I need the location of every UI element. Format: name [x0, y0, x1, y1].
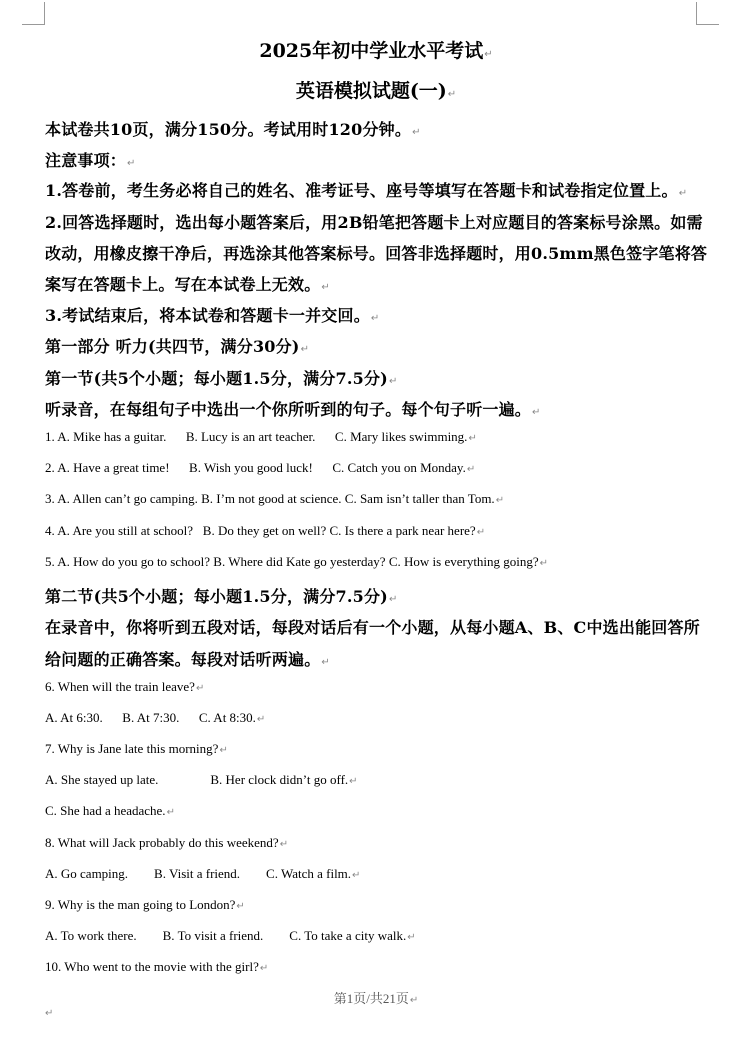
question-8-options: A. Go camping. B. Visit a friend. C. Watch a film. ↵ [45, 866, 360, 882]
question-9: 9. Why is the man going to London? ↵ [45, 897, 245, 913]
section1-heading: 第一节(共5个小题；每小题1.5分，满分7.5分) ↵ [45, 366, 398, 389]
question-8: 8. What will Jack probably do this weekend? ↵ [45, 835, 288, 851]
section2-instruction-line-2: 给问题的正确答案。每段对话听两遍。 ↵ [45, 647, 330, 670]
question-7-options-ab: A. She stayed up late. B. Her clock didn’t go off. ↵ [45, 772, 358, 788]
exam-subtitle: 英语模拟试题(一) ↵ [0, 76, 752, 103]
note-item-3: 3.考试结束后，将本试卷和答题卡一并交回。 ↵ [45, 303, 380, 326]
question-7-option-c: C. She had a headache. ↵ [45, 803, 175, 819]
question-9-options: A. To work there. B. To visit a friend. C. To take a city walk. ↵ [45, 928, 416, 944]
question-6-options: A. At 6:30. B. At 7:30. C. At 8:30. ↵ [45, 710, 265, 726]
section2-heading: 第二节(共5个小题；每小题1.5分，满分7.5分) ↵ [45, 584, 398, 607]
question-6: 6. When will the train leave? ↵ [45, 679, 204, 695]
section2-instruction-line-1: 在录音中，你将听到五段对话，每段对话后有一个小题，从每小题A、B、C中选出能回答所 [45, 618, 700, 637]
exam-intro: 本试卷共10页，满分150分。考试用时120分钟。 ↵ [45, 117, 421, 140]
section1-instruction: 听录音，在每组句子中选出一个你所听到的句子。每个句子听一遍。 ↵ [45, 397, 541, 420]
question-5: 5. A. How do you go to school? B. Where did Kate go yesterday? C. How is everything going? ↵ [45, 554, 548, 570]
question-1: 1. A. Mike has a guitar. B. Lucy is an art teacher. C. Mary likes swimming. ↵ [45, 429, 477, 445]
note-item-2-line-1: 2.回答选择题时，选出每小题答案后，用2B铅笔把答题卡上对应题目的答案标号涂黑。如需 [45, 213, 703, 232]
page-footer: 第1页/共21页 ↵ [0, 988, 752, 1007]
question-3: 3. A. Allen can’t go camping. B. I’m not good at science. C. Sam isn’t taller than Tom. ↵ [45, 491, 504, 507]
question-10: 10. Who went to the movie with the girl? ↵ [45, 959, 268, 975]
paragraph-mark [44, 1004, 53, 1020]
note-item-2-line-3: 案写在答题卡上。写在本试卷上无效。 ↵ [45, 272, 330, 295]
note-item-2-line-2: 改动，用橡皮擦干净后，再选涂其他答案标号。回答非选择题时，用0.5mm黑色签字笔将答 [45, 244, 708, 263]
notes-heading: 注意事项： ↵ [45, 148, 136, 171]
note-item-1: 1.答卷前，考生务必将自己的姓名、准考证号、座号等填写在答题卡和试卷指定位置上。 ↵ [45, 178, 687, 201]
question-2: 2. A. Have a great time! B. Wish you good luck! C. Catch you on Monday. ↵ [45, 460, 475, 476]
crop-mark-top-left [22, 2, 45, 25]
question-4: 4. A. Are you still at school? B. Do they get on well? C. Is there a park near here? ↵ [45, 523, 485, 539]
crop-mark-top-right [696, 2, 719, 25]
exam-title: 2025年初中学业水平考试 ↵ [0, 36, 752, 63]
question-7: 7. Why is Jane late this morning? ↵ [45, 741, 228, 757]
part1-heading: 第一部分 听力(共四节，满分30分) ↵ [45, 334, 309, 357]
